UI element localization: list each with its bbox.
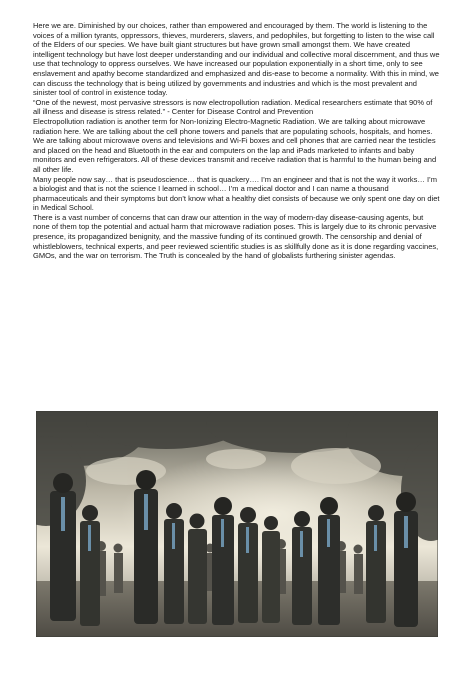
paragraph-intro: Here we are. Diminished by our choices, rather than empowered and encouraged by them. The world is listening to the voices of a million tyrants, oppressors, thieves, murderers, slavers, and pedophiles, but forgetting to listen to the wise call of the Elders of our species. We have built giant structures but have grown small amongst them. We have created intelligent technology but have lost deeper understanding and our individual and collective moral discernment, and thus we use that technology to oppress ourselves. We have increased our population exponentially in a short time, only to see enslavement and apathy become standardized and emphasized and dis-ease to become a normality. With this in mind, we can discuss the technology that is being utilized by governments and industries and which is the most prevalent and sinister tool of control in existence today. — [33, 21, 440, 98]
paragraph-skeptics: Many people now say… that is pseudoscience… that is quackery…. I’m an engineer and that is not the way it works… I’m a biologist and that is not the science I learned in school… I’m a medical doctor and I can name a thousand pharmaceuticals and their symptoms but don’t know what a healthy diet consists of because we only spent one day on diet in Medical School. — [33, 174, 440, 213]
paragraph-quote: “One of the newest, most pervasive stressors is now electropollution radiation. Medical researchers estimate that 90% of all illness and disease is stress related.” - Center for Disease Control and Prevention — [33, 97, 433, 117]
paragraph-concerns: There is a vast number of concerns that can draw our attention in the way of modern-day disease-causing agents, but none of them top the potential and actual harm that microwave radiation poses. This is largely due to its chronic pervasive presence, its propagandized benignity, and the massive funding of its continued growth. The censorship and denial of whistleblowers, technical experts, and peer reviewed scientific studies is as skillfully done as it is done regarding vaccines, GMOs, and the war on terrorism. The Truth is concealed by the hand of globalists furthering sinister agendas. — [33, 212, 439, 261]
suited-figures-illustration — [36, 411, 438, 637]
article-body — [33, 21, 441, 261]
paragraph-definition: Electropollution radiation is another term for Non-Ionizing Electro-Magnetic Radiation. We are talking about microwave radiation here. We are talking about the cell phone towers and panels that are populating schools, hospitals, and homes. We are talking about microwave ovens and televisions and Wi-Fi boxes and cell phones that are carried near the testicles and placed on the head and Bluetooth in the ear and computers on the lap and iPads marketed to infants and baby monitors and even refrigerators. All of these devices transmit and receive radiation that is harmful to the human being and all other life. — [33, 116, 437, 174]
